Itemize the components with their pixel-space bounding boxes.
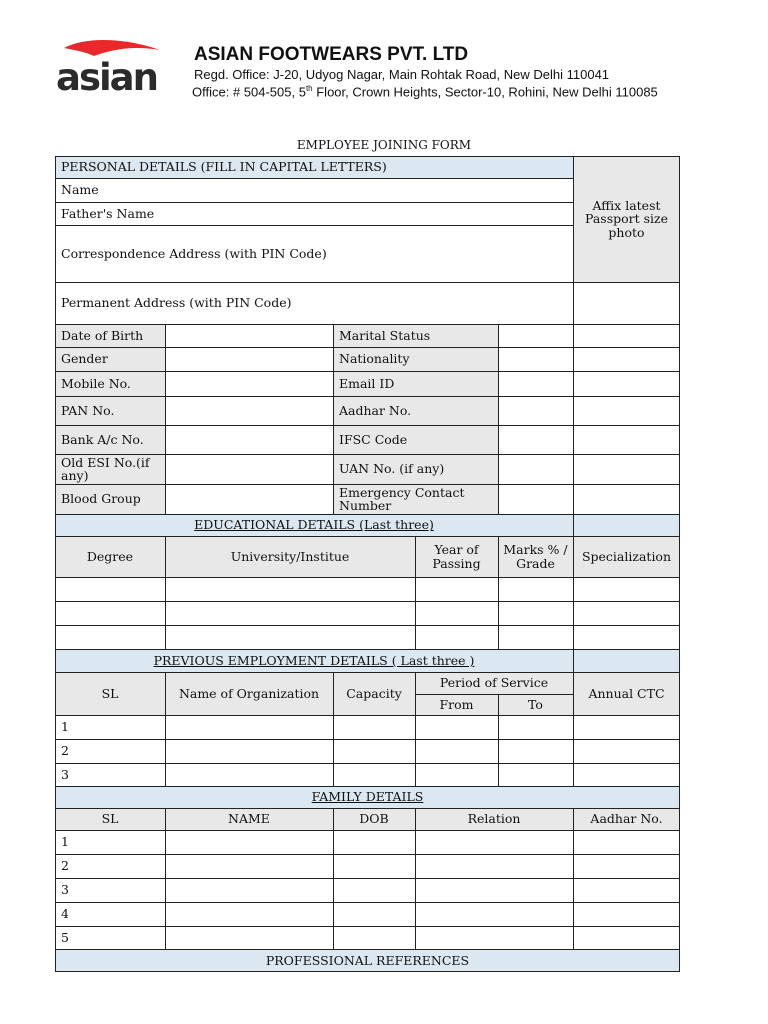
joining-form-table: [55, 156, 680, 972]
emp-row-sl: 2: [61, 743, 69, 759]
rule: [55, 324, 680, 325]
col-degree: Degree: [55, 536, 165, 577]
rule: [55, 156, 680, 157]
rule: [55, 454, 680, 455]
emp-col-to: To: [498, 694, 573, 715]
references-heading: PROFESSIONAL REFERENCES: [55, 949, 680, 972]
pan-label: PAN No.: [55, 396, 165, 425]
family-heading: FAMILY DETAILS: [55, 786, 680, 808]
aadhar-label: Aadhar No.: [333, 396, 498, 425]
rule: [573, 649, 574, 672]
rule: [55, 878, 680, 879]
rule: [55, 625, 680, 626]
fam-row-sl: 3: [61, 882, 69, 898]
col-university: University/Institue: [165, 536, 415, 577]
rule: [55, 971, 680, 972]
name-label: Name: [61, 182, 99, 198]
emp-col-sl: SL: [55, 672, 165, 715]
education-heading-fill: [573, 514, 680, 536]
personal-right-values[interactable]: [498, 324, 573, 514]
rule: [55, 672, 680, 673]
rule: [55, 396, 680, 397]
rule: [55, 425, 680, 426]
rule: [55, 763, 680, 764]
rule: [415, 672, 416, 786]
regd-office-address: Regd. Office: J-20, Udyog Nagar, Main Rohtak Road, New Delhi 110041: [194, 67, 610, 82]
bank-account-label: Bank A/c No.: [55, 425, 165, 454]
fam-row-sl: 5: [61, 929, 69, 945]
rule: [415, 694, 573, 695]
rule: [165, 808, 166, 949]
employment-heading-fill: [573, 649, 680, 672]
rule: [415, 808, 416, 949]
fam-col-aadhar: Aadhar No.: [573, 808, 680, 830]
emergency-contact-label: Emergency Contact Number: [333, 484, 498, 514]
fam-row-sl: 4: [61, 906, 69, 922]
emp-row-sl: 1: [61, 719, 69, 735]
form-title: EMPLOYEE JOINING FORM: [296, 138, 472, 152]
fathers-name-label: Father's Name: [61, 205, 155, 221]
rule: [55, 949, 680, 950]
blood-group-label: Blood Group: [55, 484, 165, 514]
emp-col-ctc: Annual CTC: [573, 672, 680, 715]
dob-label: Date of Birth: [55, 324, 165, 347]
logo-swoosh: [64, 40, 160, 56]
rule: [55, 156, 56, 972]
rule: [498, 324, 499, 514]
emp-col-organization: Name of Organization: [165, 672, 333, 715]
rule: [55, 225, 573, 226]
rule: [55, 739, 680, 740]
rule: [573, 808, 574, 949]
col-specialization: Specialization: [573, 536, 680, 577]
rule: [165, 324, 166, 514]
rule: [55, 536, 680, 537]
rule: [55, 282, 680, 283]
emp-col-capacity: Capacity: [333, 672, 415, 715]
rule: [55, 854, 680, 855]
personal-details-heading: PERSONAL DETAILS (FILL IN CAPITAL LETTERS): [55, 156, 573, 178]
rule: [573, 672, 574, 786]
rule: [55, 808, 680, 809]
old-esi-label: Old ESI No.(if any): [55, 454, 165, 484]
rule: [55, 830, 680, 831]
rule: [55, 926, 680, 927]
gender-label: Gender: [55, 347, 165, 371]
company-name: ASIAN FOOTWEARS PVT. LTD: [194, 44, 469, 65]
rule: [55, 902, 680, 903]
email-label: Email ID: [333, 371, 498, 396]
rule: [333, 672, 334, 786]
rule: [498, 536, 499, 649]
office-address: Office: # 504-505, 5th Floor, Crown Heights, Sector-10, Rohini, New Delhi 110085: [192, 84, 658, 100]
rule: [55, 347, 680, 348]
col-year: Year of Passing: [415, 536, 498, 577]
personal-left-values[interactable]: [165, 324, 333, 514]
rule: [55, 514, 680, 515]
rule: [55, 577, 680, 578]
rule: [415, 536, 416, 649]
fam-col-dob: DOB: [333, 808, 415, 830]
fam-col-relation: Relation: [415, 808, 573, 830]
rule: [573, 536, 574, 649]
rule: [165, 672, 166, 786]
col-marks: Marks % / Grade: [498, 536, 573, 577]
uan-label: UAN No. (if any): [333, 454, 498, 484]
emp-row-sl: 3: [61, 766, 69, 782]
rule: [165, 536, 166, 649]
mobile-label: Mobile No.: [55, 371, 165, 396]
education-heading: EDUCATIONAL DETAILS (Last three): [55, 514, 573, 536]
rule: [55, 202, 573, 203]
fam-col-name: NAME: [165, 808, 333, 830]
fam-row-sl: 1: [61, 834, 69, 850]
emp-col-period: Period of Service: [415, 672, 573, 694]
employment-heading: PREVIOUS EMPLOYMENT DETAILS ( Last three ): [55, 649, 573, 672]
rule: [333, 808, 334, 949]
rule: [55, 649, 680, 650]
nationality-label: Nationality: [333, 347, 498, 371]
permanent-address-label: Permanent Address (with PIN Code): [61, 295, 292, 311]
rule: [55, 178, 573, 179]
rule: [55, 601, 680, 602]
rule: [333, 324, 334, 514]
marital-status-label: Marital Status: [333, 324, 498, 347]
rule: [55, 371, 680, 372]
rule: [55, 786, 680, 787]
rule: [679, 156, 680, 972]
rule: [55, 484, 680, 485]
emp-col-from: From: [415, 694, 498, 715]
ifsc-label: IFSC Code: [333, 425, 498, 454]
photo-box: Affix latest Passport size photo: [573, 156, 680, 282]
rule: [573, 156, 574, 536]
rule: [498, 694, 499, 786]
rule: [55, 715, 680, 716]
fam-col-sl: SL: [55, 808, 165, 830]
fam-row-sl: 2: [61, 858, 69, 874]
correspondence-address-label: Correspondence Address (with PIN Code): [61, 245, 327, 261]
logo-text: asian: [56, 56, 157, 99]
